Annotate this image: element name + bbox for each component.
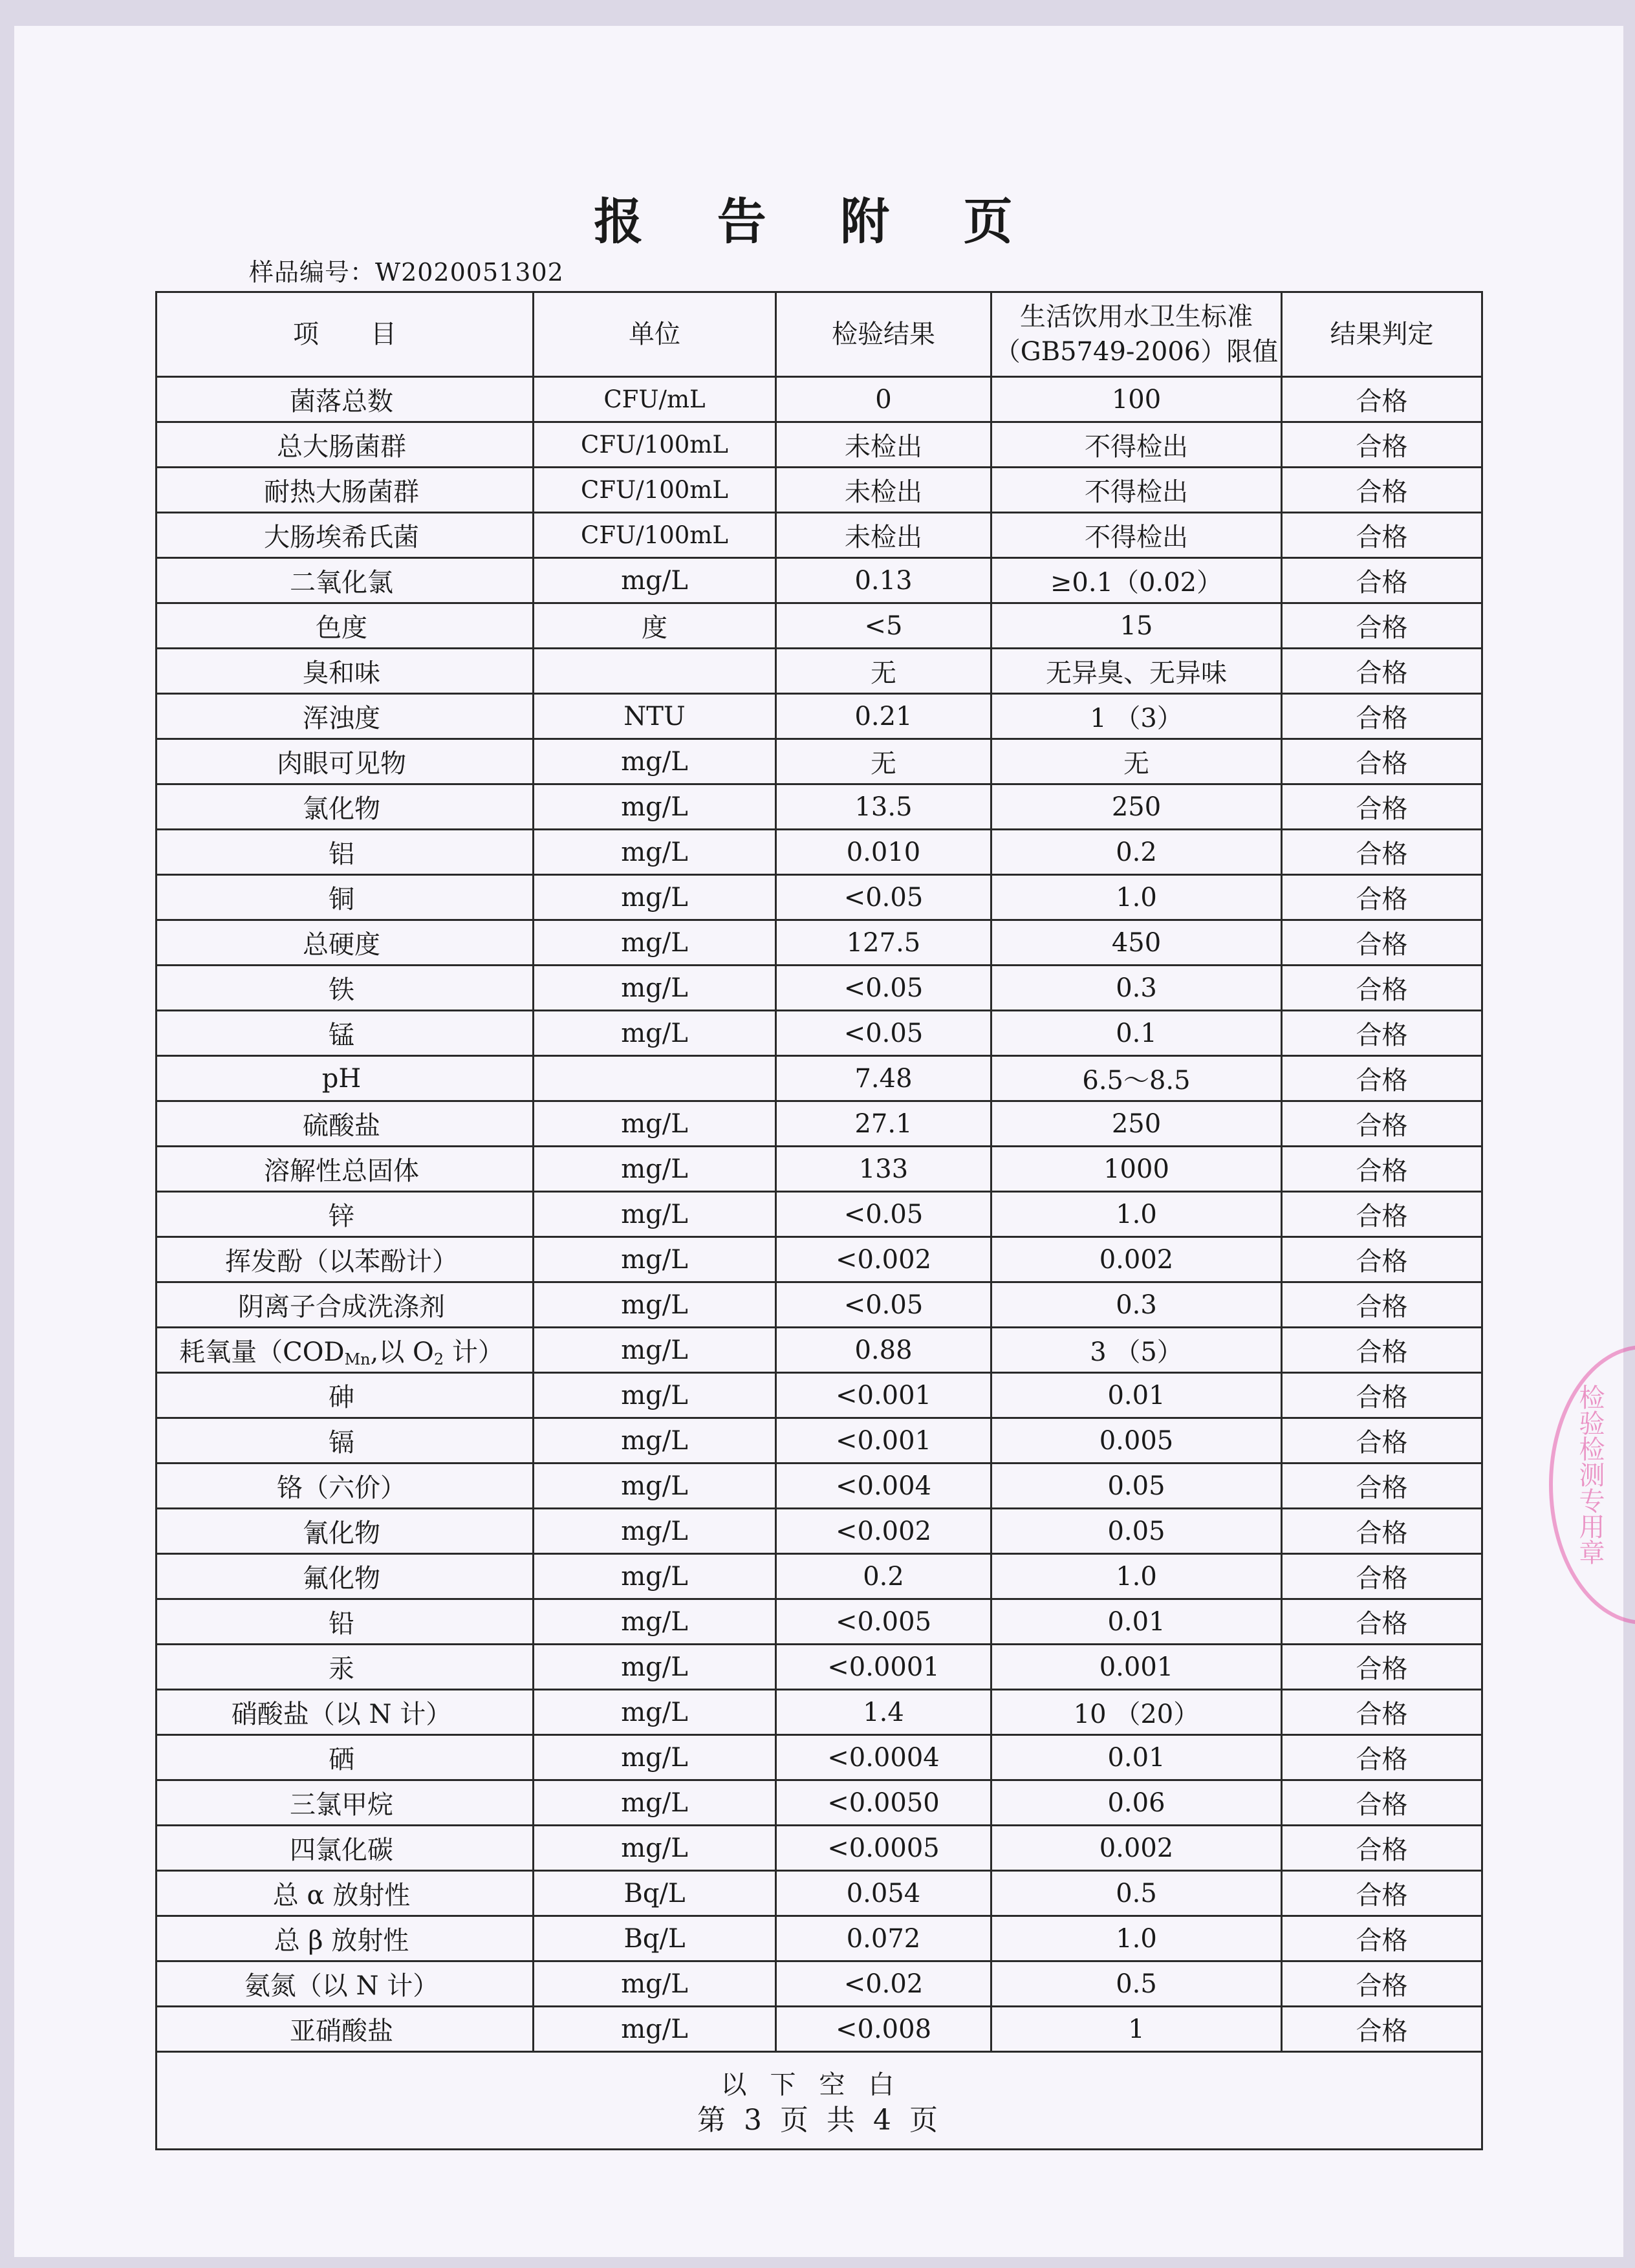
cod-sub-mn: Mn — [344, 1350, 371, 1368]
cell-limit: 0.01 — [991, 1735, 1282, 1780]
cell-limit: 0.05 — [991, 1463, 1282, 1509]
cell-unit: mg/L — [534, 1101, 776, 1147]
table-row — [157, 377, 1482, 422]
cell-limit: 0.005 — [991, 1418, 1282, 1463]
cell-limit: 0.1 — [991, 1011, 1282, 1056]
table-row — [157, 1101, 1482, 1147]
cell-limit: 1.0 — [991, 1554, 1282, 1599]
cell-unit: 度 — [534, 603, 776, 649]
cell-judgment: 合格 — [1282, 2007, 1482, 2052]
cell-item: 镉 — [157, 1418, 534, 1463]
cell-result: 无 — [776, 649, 991, 694]
cell-judgment: 合格 — [1282, 1328, 1482, 1373]
cell-judgment: 合格 — [1282, 1961, 1482, 2007]
cell-judgment: 合格 — [1282, 1463, 1482, 1509]
cell-judgment: 合格 — [1282, 1826, 1482, 1871]
cell-item: 菌落总数 — [157, 377, 534, 422]
cell-judgment: 合格 — [1282, 1237, 1482, 1282]
cell-unit: mg/L — [534, 966, 776, 1011]
cell-item: 大肠埃希氏菌 — [157, 513, 534, 558]
cell-item: 砷 — [157, 1373, 534, 1418]
cell-result: 127.5 — [776, 920, 991, 966]
sample-number-label: 样品编号： — [249, 258, 376, 286]
cell-result: <0.001 — [776, 1373, 991, 1418]
cell-judgment: 合格 — [1282, 422, 1482, 468]
page-title: 报 告 附 页 — [594, 193, 1041, 250]
cell-item: 硫酸盐 — [157, 1101, 534, 1147]
table-row — [157, 468, 1482, 513]
cell-result: <0.0050 — [776, 1780, 991, 1826]
cell-judgment: 合格 — [1282, 1871, 1482, 1916]
cell-item: 氟化物 — [157, 1554, 534, 1599]
cell-limit: 1 — [991, 2007, 1282, 2052]
sample-number-value: W2020051302 — [375, 258, 564, 286]
cell-judgment: 合格 — [1282, 1282, 1482, 1328]
cell-item: 挥发酚（以苯酚计） — [157, 1237, 534, 1282]
cell-limit: 不得检出 — [991, 513, 1282, 558]
cell-result: <0.05 — [776, 1192, 991, 1237]
cell-limit: 0.002 — [991, 1237, 1282, 1282]
cell-result: <0.002 — [776, 1237, 991, 1282]
cell-judgment: 合格 — [1282, 468, 1482, 513]
cell-limit: 0.002 — [991, 1826, 1282, 1871]
cell-unit: mg/L — [534, 2007, 776, 2052]
cell-limit: 无 — [991, 739, 1282, 784]
table-row — [157, 1916, 1482, 1961]
table-row — [157, 1192, 1482, 1237]
cell-item — [157, 1328, 534, 1373]
cell-unit: mg/L — [534, 1192, 776, 1237]
table-row — [157, 875, 1482, 920]
cod-end: 计） — [444, 1337, 504, 1367]
cell-item: 氰化物 — [157, 1509, 534, 1554]
cell-limit: 0.05 — [991, 1509, 1282, 1554]
cell-result: <0.004 — [776, 1463, 991, 1509]
cell-unit — [534, 1056, 776, 1101]
cell-item: 铁 — [157, 966, 534, 1011]
cell-judgment: 合格 — [1282, 558, 1482, 603]
cell-unit: CFU/100mL — [534, 422, 776, 468]
table-row — [157, 966, 1482, 1011]
cell-unit: Bq/L — [534, 1871, 776, 1916]
cell-item: 总硬度 — [157, 920, 534, 966]
cell-limit: ≥0.1（0.02） — [991, 558, 1282, 603]
cell-result: <0.05 — [776, 1011, 991, 1056]
cell-result: 0.010 — [776, 830, 991, 875]
cell-item: 四氯化碳 — [157, 1826, 534, 1871]
cell-limit: 不得检出 — [991, 468, 1282, 513]
table-header-row — [157, 292, 1482, 377]
cell-limit: 不得检出 — [991, 422, 1282, 468]
table-row — [157, 1690, 1482, 1735]
cell-unit: mg/L — [534, 1011, 776, 1056]
stamp-seal-text: 检验检测专用章 — [1575, 1384, 1605, 1565]
cell-judgment: 合格 — [1282, 1101, 1482, 1147]
cell-judgment: 合格 — [1282, 1599, 1482, 1645]
cell-limit: 15 — [991, 603, 1282, 649]
table-row — [157, 1011, 1482, 1056]
cell-item: 锌 — [157, 1192, 534, 1237]
cell-judgment: 合格 — [1282, 1916, 1482, 1961]
cell-item: 锰 — [157, 1011, 534, 1056]
cell-result: 13.5 — [776, 784, 991, 830]
cell-result: <0.05 — [776, 875, 991, 920]
cell-limit: 无异臭、无异味 — [991, 649, 1282, 694]
cell-item: 铜 — [157, 875, 534, 920]
cell-unit: mg/L — [534, 1554, 776, 1599]
page-footer: 第 3 页 共 4 页 — [697, 2104, 938, 2137]
cell-judgment: 合格 — [1282, 1056, 1482, 1101]
cell-item: 铝 — [157, 830, 534, 875]
table-row — [157, 422, 1482, 468]
cell-judgment: 合格 — [1282, 513, 1482, 558]
cell-unit: mg/L — [534, 1418, 776, 1463]
cell-item: 阴离子合成洗涤剂 — [157, 1282, 534, 1328]
cell-limit: 0.01 — [991, 1599, 1282, 1645]
cell-result: <0.001 — [776, 1418, 991, 1463]
cod-mid: ,以 O — [370, 1337, 434, 1367]
cell-limit: 0.2 — [991, 830, 1282, 875]
cell-item: 臭和味 — [157, 649, 534, 694]
cell-item: 二氧化氯 — [157, 558, 534, 603]
cell-item: 三氯甲烷 — [157, 1780, 534, 1826]
cell-item: 色度 — [157, 603, 534, 649]
cell-item: pH — [157, 1056, 534, 1101]
table-row — [157, 558, 1482, 603]
cell-result: <5 — [776, 603, 991, 649]
cell-limit: 0.3 — [991, 966, 1282, 1011]
cell-judgment: 合格 — [1282, 1509, 1482, 1554]
header-limit-line2: （GB5749-2006）限值 — [994, 337, 1279, 367]
cell-unit: mg/L — [534, 1735, 776, 1780]
blank-note: 以下空白 — [157, 2052, 1482, 2150]
table-row — [157, 1826, 1482, 1871]
table-row — [157, 1554, 1482, 1599]
cell-result: <0.0004 — [776, 1735, 991, 1780]
header-judgment: 结果判定 — [1282, 292, 1482, 377]
table-row — [157, 1418, 1482, 1463]
cell-result: <0.0005 — [776, 1826, 991, 1871]
cell-item: 氯化物 — [157, 784, 534, 830]
table-row — [157, 1463, 1482, 1509]
cell-item: 总 α 放射性 — [157, 1871, 534, 1916]
cell-result: <0.0001 — [776, 1645, 991, 1690]
cod-sub-2: 2 — [433, 1350, 444, 1368]
cell-result: 1.4 — [776, 1690, 991, 1735]
cell-result: 未检出 — [776, 468, 991, 513]
cell-item: 氨氮（以 N 计） — [157, 1961, 534, 2007]
header-limit — [991, 292, 1282, 377]
cell-item: 总 β 放射性 — [157, 1916, 534, 1961]
table-row — [157, 1599, 1482, 1645]
cell-judgment: 合格 — [1282, 649, 1482, 694]
table-row — [157, 694, 1482, 739]
cell-item: 溶解性总固体 — [157, 1147, 534, 1192]
cell-judgment: 合格 — [1282, 739, 1482, 784]
results-table — [155, 291, 1483, 2150]
table-row — [157, 1056, 1482, 1101]
cell-judgment: 合格 — [1282, 830, 1482, 875]
cell-item: 耐热大肠菌群 — [157, 468, 534, 513]
cell-result: <0.002 — [776, 1509, 991, 1554]
cell-unit: mg/L — [534, 1961, 776, 2007]
cell-limit: 10 （20） — [991, 1690, 1282, 1735]
cell-judgment: 合格 — [1282, 1645, 1482, 1690]
cell-item: 亚硝酸盐 — [157, 2007, 534, 2052]
table-row — [157, 1328, 1482, 1373]
cell-judgment: 合格 — [1282, 694, 1482, 739]
cell-unit: mg/L — [534, 558, 776, 603]
cell-item: 总大肠菌群 — [157, 422, 534, 468]
table-row — [157, 1147, 1482, 1192]
cell-result: <0.005 — [776, 1599, 991, 1645]
cell-item: 汞 — [157, 1645, 534, 1690]
cell-result: 0 — [776, 377, 991, 422]
cell-unit: mg/L — [534, 1690, 776, 1735]
table-row — [157, 2007, 1482, 2052]
table-row — [157, 1871, 1482, 1916]
table-row — [157, 830, 1482, 875]
cell-item: 硒 — [157, 1735, 534, 1780]
cell-unit: mg/L — [534, 1463, 776, 1509]
cell-unit: mg/L — [534, 1826, 776, 1871]
cell-result: 0.2 — [776, 1554, 991, 1599]
cell-item: 铬（六价） — [157, 1463, 534, 1509]
cell-limit: 1.0 — [991, 1916, 1282, 1961]
cell-judgment: 合格 — [1282, 1735, 1482, 1780]
cell-judgment: 合格 — [1282, 966, 1482, 1011]
cell-unit: mg/L — [534, 920, 776, 966]
cell-limit: 1000 — [991, 1147, 1282, 1192]
cell-judgment: 合格 — [1282, 1554, 1482, 1599]
cell-judgment: 合格 — [1282, 875, 1482, 920]
cell-result: 0.13 — [776, 558, 991, 603]
table-row — [157, 920, 1482, 966]
cell-limit: 0.5 — [991, 1871, 1282, 1916]
cod-label: 耗氧量（COD — [179, 1337, 345, 1367]
cell-result: 无 — [776, 739, 991, 784]
cell-item: 硝酸盐（以 N 计） — [157, 1690, 534, 1735]
table-row — [157, 1645, 1482, 1690]
cell-item: 铅 — [157, 1599, 534, 1645]
cell-unit: mg/L — [534, 1373, 776, 1418]
cell-limit: 1.0 — [991, 875, 1282, 920]
cell-judgment: 合格 — [1282, 377, 1482, 422]
cell-unit: mg/L — [534, 1645, 776, 1690]
cell-limit: 1 （3） — [991, 694, 1282, 739]
cell-judgment: 合格 — [1282, 603, 1482, 649]
cell-limit: 100 — [991, 377, 1282, 422]
table-row — [157, 1237, 1482, 1282]
cell-judgment: 合格 — [1282, 1147, 1482, 1192]
cell-judgment: 合格 — [1282, 1418, 1482, 1463]
cell-unit: mg/L — [534, 1328, 776, 1373]
cell-limit: 0.06 — [991, 1780, 1282, 1826]
cell-unit: mg/L — [534, 1509, 776, 1554]
cell-unit: mg/L — [534, 1599, 776, 1645]
cell-limit: 6.5～8.5 — [991, 1056, 1282, 1101]
header-result: 检验结果 — [776, 292, 991, 377]
cell-unit: CFU/100mL — [534, 468, 776, 513]
cell-judgment: 合格 — [1282, 1011, 1482, 1056]
cell-result: 133 — [776, 1147, 991, 1192]
cell-unit — [534, 649, 776, 694]
cell-result: <0.05 — [776, 1282, 991, 1328]
header-item: 项 目 — [157, 292, 534, 377]
cell-limit: 250 — [991, 1101, 1282, 1147]
cell-result: 0.88 — [776, 1328, 991, 1373]
table-row — [157, 784, 1482, 830]
cell-judgment: 合格 — [1282, 920, 1482, 966]
cell-unit: mg/L — [534, 1237, 776, 1282]
cell-result: 0.21 — [776, 694, 991, 739]
table-row — [157, 603, 1482, 649]
cell-limit: 0.001 — [991, 1645, 1282, 1690]
cell-unit: mg/L — [534, 1147, 776, 1192]
cell-limit: 3 （5） — [991, 1328, 1282, 1373]
cell-unit: mg/L — [534, 739, 776, 784]
cell-item: 浑浊度 — [157, 694, 534, 739]
cell-unit: mg/L — [534, 784, 776, 830]
cell-limit: 0.3 — [991, 1282, 1282, 1328]
cell-result: <0.008 — [776, 2007, 991, 2052]
header-limit-line1: 生活饮用水卫生标准 — [1020, 302, 1253, 332]
cell-limit: 450 — [991, 920, 1282, 966]
cell-unit: CFU/100mL — [534, 513, 776, 558]
cell-result: 未检出 — [776, 422, 991, 468]
table-row — [157, 739, 1482, 784]
cell-limit: 250 — [991, 784, 1282, 830]
cell-result: 0.072 — [776, 1916, 991, 1961]
sample-number — [249, 252, 564, 288]
cell-judgment: 合格 — [1282, 1780, 1482, 1826]
table-row — [157, 649, 1482, 694]
table-row — [157, 1961, 1482, 2007]
table-row — [157, 1509, 1482, 1554]
table-row — [157, 513, 1482, 558]
table-row — [157, 1282, 1482, 1328]
header-unit: 单位 — [534, 292, 776, 377]
cell-unit: mg/L — [534, 875, 776, 920]
cell-judgment: 合格 — [1282, 1192, 1482, 1237]
cell-limit: 0.01 — [991, 1373, 1282, 1418]
cell-judgment: 合格 — [1282, 784, 1482, 830]
cell-result: <0.05 — [776, 966, 991, 1011]
cell-unit: mg/L — [534, 1780, 776, 1826]
cell-result: <0.02 — [776, 1961, 991, 2007]
cell-result: 27.1 — [776, 1101, 991, 1147]
table-row — [157, 1780, 1482, 1826]
cell-limit: 1.0 — [991, 1192, 1282, 1237]
cell-unit: Bq/L — [534, 1916, 776, 1961]
cell-result: 0.054 — [776, 1871, 991, 1916]
cell-unit: NTU — [534, 694, 776, 739]
cell-item: 肉眼可见物 — [157, 739, 534, 784]
cell-result: 7.48 — [776, 1056, 991, 1101]
cell-result: 未检出 — [776, 513, 991, 558]
cell-judgment: 合格 — [1282, 1373, 1482, 1418]
cell-unit: mg/L — [534, 1282, 776, 1328]
table-row — [157, 1735, 1482, 1780]
cell-unit: mg/L — [534, 830, 776, 875]
cell-limit: 0.5 — [991, 1961, 1282, 2007]
cell-unit: CFU/mL — [534, 377, 776, 422]
table-row — [157, 1373, 1482, 1418]
cell-judgment: 合格 — [1282, 1690, 1482, 1735]
